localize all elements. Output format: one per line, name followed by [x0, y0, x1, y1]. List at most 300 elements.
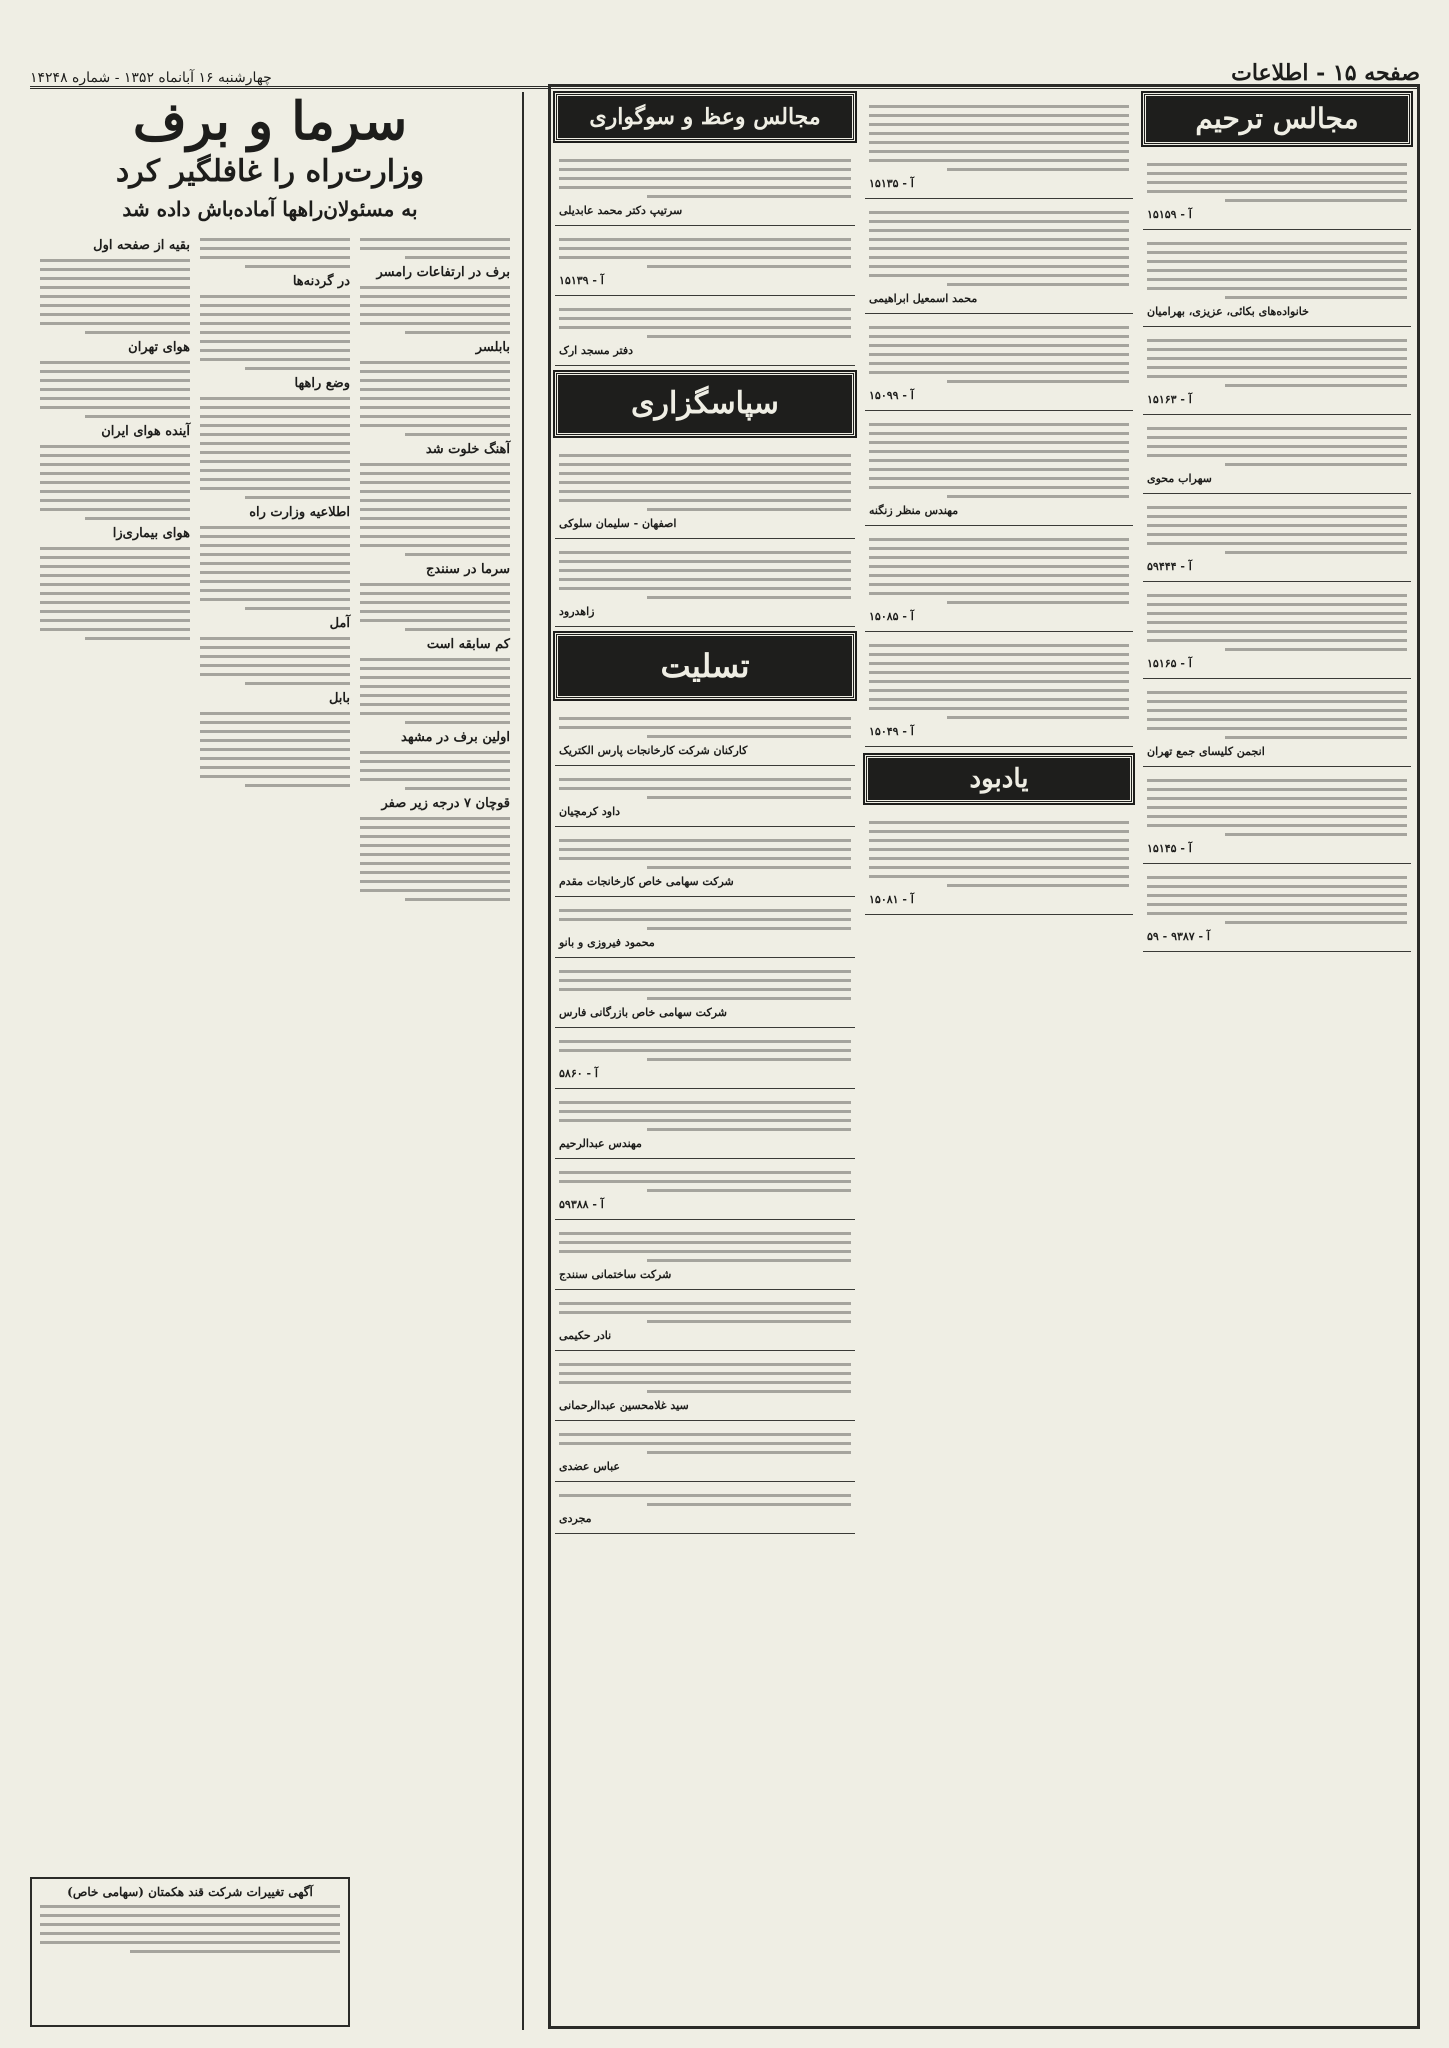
text-line: [869, 141, 1129, 144]
text-line: [200, 553, 350, 556]
notice-item: [1143, 230, 1411, 327]
text-line: [40, 388, 190, 391]
text-line: [360, 406, 510, 409]
notice-item: [1143, 864, 1411, 952]
text-line: [869, 238, 1129, 241]
notice-signature: محمد اسمعیل ابراهیمی: [869, 292, 978, 305]
text-line: [360, 667, 510, 670]
text-line: [869, 335, 1129, 338]
text-line: [40, 556, 190, 559]
text-line: [360, 304, 510, 307]
text-line: [360, 481, 510, 484]
text-line: [869, 132, 1129, 135]
banner-tarhim: مجالس ترحیم: [1143, 93, 1411, 145]
text-line: [1225, 551, 1407, 554]
text-line: [405, 331, 510, 334]
text-line: [200, 739, 350, 742]
text-line: [40, 472, 190, 475]
text-line: [1147, 269, 1407, 272]
text-line: [1147, 806, 1407, 809]
notice-signature: دفتر مسجد ارک: [559, 344, 633, 357]
text-line: [200, 238, 350, 241]
text-line: [360, 508, 510, 511]
text-line: [559, 168, 851, 171]
notice-item: [555, 1220, 855, 1290]
text-line: [245, 265, 350, 268]
notice-item: [865, 93, 1133, 199]
text-line: [40, 277, 190, 280]
text-line: [200, 247, 350, 250]
text-line: [40, 610, 190, 613]
text-line: [869, 432, 1129, 435]
text-line: [405, 898, 510, 901]
article-subtitle-2: به مسئولان‌راهها آماده‌باش داده شد: [122, 197, 418, 221]
text-line: [1147, 260, 1407, 263]
text-line: [360, 601, 510, 604]
notices-column-3: [555, 93, 855, 2020]
text-line: [360, 835, 510, 838]
text-line: [869, 698, 1129, 701]
text-line: [869, 326, 1129, 329]
text-line: [40, 259, 190, 262]
text-line: [869, 362, 1129, 365]
text-line: [200, 664, 350, 667]
notice-item: [555, 147, 855, 226]
notice-signature: آ - ۵۹۳۸۸: [559, 1198, 604, 1211]
text-line: [869, 423, 1129, 426]
notice-item: [865, 809, 1133, 915]
text-line: [360, 415, 510, 418]
text-line: [360, 880, 510, 883]
text-line: [130, 1950, 340, 1953]
text-line: [1147, 287, 1407, 290]
text-line: [360, 610, 510, 613]
text-line: [200, 304, 350, 307]
text-line: [360, 694, 510, 697]
text-line: [360, 712, 510, 715]
text-line: [869, 538, 1129, 541]
text-line: [200, 637, 350, 640]
text-line: [1147, 700, 1407, 703]
text-line: [647, 335, 851, 338]
text-line: [40, 406, 190, 409]
notice-signature: آ - ۱۵۱۳۵: [869, 177, 914, 190]
text-line: [869, 547, 1129, 550]
text-line: [1147, 894, 1407, 897]
text-line: [647, 508, 851, 511]
text-line: [559, 1049, 851, 1052]
text-line: [1147, 366, 1407, 369]
text-line: [559, 1381, 851, 1384]
text-line: [869, 211, 1129, 214]
text-line: [559, 578, 851, 581]
banner-vaz: مجالس وعظ و سوگواری: [555, 93, 855, 141]
text-line: [559, 1433, 851, 1436]
notice-signature: سید غلامحسین عبدالرحمانی: [559, 1399, 689, 1412]
text-line: [869, 644, 1129, 647]
text-line: [869, 875, 1129, 878]
text-line: [869, 707, 1129, 710]
text-line: [360, 658, 510, 661]
text-line: [869, 689, 1129, 692]
notice-signature: داود کرمچیان: [559, 805, 621, 818]
text-line: [360, 286, 510, 289]
article-column-3: [40, 232, 190, 646]
text-line: [559, 909, 851, 912]
text-line: [1147, 709, 1407, 712]
text-line: [200, 655, 350, 658]
text-line: [1147, 427, 1407, 430]
text-line: [200, 646, 350, 649]
text-line: [559, 472, 851, 475]
section-heading: آینده هوای ایران: [101, 424, 190, 439]
text-line: [40, 463, 190, 466]
text-line: [40, 304, 190, 307]
text-line: [200, 580, 350, 583]
text-line: [40, 313, 190, 316]
text-line: [647, 1058, 851, 1061]
text-line: [869, 159, 1129, 162]
text-line: [200, 766, 350, 769]
text-line: [40, 1932, 340, 1935]
notice-item: [555, 705, 855, 766]
text-line: [869, 821, 1129, 824]
text-line: [647, 866, 851, 869]
text-line: [1147, 515, 1407, 518]
section-heading: وضع راهها: [294, 376, 350, 391]
text-line: [559, 848, 851, 851]
text-line: [200, 712, 350, 715]
text-line: [200, 673, 350, 676]
text-line: [200, 358, 350, 361]
text-line: [1225, 384, 1407, 387]
text-line: [869, 477, 1129, 480]
text-line: [559, 726, 851, 729]
text-line: [1147, 912, 1407, 915]
notice-signature: شرکت ساختمانی سنندج: [559, 1268, 672, 1281]
text-line: [1147, 824, 1407, 827]
notice-item: [865, 314, 1133, 411]
text-line: [647, 1503, 851, 1506]
text-line: [647, 735, 851, 738]
text-line: [947, 601, 1129, 604]
section-heading: اولین برف در مشهد: [401, 730, 510, 745]
text-line: [559, 463, 851, 466]
text-line: [200, 478, 350, 481]
text-line: [1147, 375, 1407, 378]
text-line: [869, 274, 1129, 277]
text-line: [869, 441, 1129, 444]
section-heading: بابلسر: [475, 340, 510, 355]
text-line: [559, 1372, 851, 1375]
text-line: [1147, 436, 1407, 439]
text-line: [1147, 251, 1407, 254]
notice-item: [555, 1159, 855, 1220]
section-heading: بابل: [328, 691, 350, 706]
text-line: [40, 628, 190, 631]
text-line: [40, 547, 190, 550]
text-line: [869, 662, 1129, 665]
text-line: [559, 186, 851, 189]
column-divider: [522, 92, 524, 2030]
text-line: [869, 371, 1129, 374]
banner-tasliyat: تسلیت: [555, 633, 855, 699]
text-line: [360, 871, 510, 874]
notice-item: [1143, 415, 1411, 494]
banner-sepas: سپاسگزاری: [555, 372, 855, 436]
text-line: [947, 168, 1129, 171]
text-line: [360, 619, 510, 622]
text-line: [360, 826, 510, 829]
text-line: [1147, 445, 1407, 448]
notices-column-2: [865, 93, 1133, 2020]
text-line: [559, 1241, 851, 1244]
text-line: [559, 979, 851, 982]
text-line: [1147, 815, 1407, 818]
text-line: [869, 848, 1129, 851]
text-line: [200, 721, 350, 724]
text-line: [559, 490, 851, 493]
text-line: [360, 862, 510, 865]
notice-item: [1143, 494, 1411, 582]
text-line: [869, 247, 1129, 250]
text-line: [559, 481, 851, 484]
text-line: [559, 717, 851, 720]
text-line: [869, 574, 1129, 577]
text-line: [1147, 278, 1407, 281]
text-line: [1147, 630, 1407, 633]
text-line: [40, 445, 190, 448]
text-line: [1147, 612, 1407, 615]
text-line: [869, 220, 1129, 223]
text-line: [559, 560, 851, 563]
text-line: [559, 839, 851, 842]
text-line: [1147, 788, 1407, 791]
text-line: [647, 195, 851, 198]
notice-item: [555, 1351, 855, 1421]
banner-yadbood: یادبود: [865, 755, 1133, 803]
notice-item: [865, 199, 1133, 314]
text-line: [245, 607, 350, 610]
text-line: [947, 884, 1129, 887]
text-line: [1147, 542, 1407, 545]
notice-signature: کارکنان شرکت کارخانجات پارس الکتریک: [559, 744, 748, 757]
text-line: [559, 551, 851, 554]
notice-item: [555, 1290, 855, 1351]
notice-item: [555, 296, 855, 366]
text-line: [40, 601, 190, 604]
text-line: [559, 970, 851, 973]
text-line: [200, 424, 350, 427]
notice-item: [555, 827, 855, 897]
notice-item: [555, 1089, 855, 1159]
text-line: [1147, 639, 1407, 642]
text-line: [245, 682, 350, 685]
text-line: [360, 817, 510, 820]
notice-signature: سهراب محوی: [1147, 472, 1212, 485]
section-heading: هوای بیماری‌زا: [112, 526, 190, 541]
text-line: [1147, 454, 1407, 457]
text-line: [869, 486, 1129, 489]
text-line: [1147, 903, 1407, 906]
text-line: [947, 716, 1129, 719]
section-heading: بقیه از صفحه اول: [93, 238, 190, 253]
text-line: [200, 397, 350, 400]
text-line: [559, 317, 851, 320]
text-line: [559, 326, 851, 329]
notices-section: [548, 84, 1420, 2029]
text-line: [40, 490, 190, 493]
section-heading: اطلاعیه وزارت راه: [249, 505, 350, 520]
text-line: [1147, 242, 1407, 245]
text-line: [40, 583, 190, 586]
text-line: [559, 988, 851, 991]
text-line: [40, 619, 190, 622]
text-line: [405, 433, 510, 436]
text-line: [40, 286, 190, 289]
text-line: [1147, 603, 1407, 606]
text-line: [200, 433, 350, 436]
text-line: [360, 517, 510, 520]
text-line: [360, 247, 510, 250]
text-line: [1147, 779, 1407, 782]
text-line: [40, 361, 190, 364]
text-line: [1147, 524, 1407, 527]
notice-item: [555, 766, 855, 827]
text-line: [40, 454, 190, 457]
article-column-2: [200, 232, 350, 793]
notice-title: آگهی تغییرات شرکت قند هکمتان (سهامی خاص): [67, 1885, 313, 1899]
text-line: [40, 565, 190, 568]
notice-signature: مهندس عبدالرحیم: [559, 1137, 642, 1150]
text-line: [869, 256, 1129, 259]
text-line: [405, 787, 510, 790]
text-line: [1147, 718, 1407, 721]
article-column-1: [360, 232, 510, 907]
text-line: [1147, 797, 1407, 800]
text-line: [360, 685, 510, 688]
notice-signature: مهندس منظر زنگنه: [869, 504, 959, 517]
text-line: [559, 238, 851, 241]
text-line: [647, 927, 851, 930]
text-line: [40, 1905, 340, 1908]
text-line: [200, 775, 350, 778]
text-line: [360, 583, 510, 586]
text-line: [40, 268, 190, 271]
text-line: [869, 671, 1129, 674]
text-line: [200, 340, 350, 343]
text-line: [869, 468, 1129, 471]
text-line: [869, 265, 1129, 268]
text-line: [200, 598, 350, 601]
text-line: [360, 388, 510, 391]
text-line: [245, 496, 350, 499]
text-line: [559, 569, 851, 572]
text-line: [360, 889, 510, 892]
notice-item: [865, 526, 1133, 632]
text-line: [559, 778, 851, 781]
text-line: [559, 499, 851, 502]
text-line: [869, 866, 1129, 869]
notice-signature: آ - ۱۵۰۸۵: [869, 610, 914, 623]
notice-item: [555, 442, 855, 539]
text-line: [200, 460, 350, 463]
notice-item: [1143, 151, 1411, 230]
notice-signature: عباس عضدی: [559, 1460, 620, 1473]
section-heading: آهنگ خلوت شد: [425, 442, 510, 457]
text-line: [200, 748, 350, 751]
section-heading: برف در ارتفاعات رامسر: [376, 265, 510, 280]
section-heading: آمل: [329, 616, 350, 631]
notice-signature: آ - ۱۵۰۸۱: [869, 893, 914, 906]
text-line: [1147, 691, 1407, 694]
text-line: [1147, 348, 1407, 351]
article-subtitle: وزارت‌راه را غافلگیر کرد: [115, 154, 425, 189]
text-line: [360, 397, 510, 400]
notice-item: [555, 1421, 855, 1482]
text-line: [559, 159, 851, 162]
text-line: [1225, 736, 1407, 739]
text-line: [559, 1101, 851, 1104]
notice-signature: شرکت سهامی خاص کارخانجات مقدم: [559, 875, 734, 888]
text-line: [1225, 199, 1407, 202]
notice-item: [865, 632, 1133, 747]
text-line: [200, 322, 350, 325]
text-line: [1147, 172, 1407, 175]
issue-date: چهارشنبه ۱۶ آبانماه ۱۳۵۲ - شماره ۱۴۲۴۸: [30, 70, 272, 86]
text-line: [85, 517, 190, 520]
text-line: [360, 592, 510, 595]
text-line: [559, 787, 851, 790]
notice-signature: آ - ۵۸۶۰: [559, 1067, 598, 1080]
text-line: [869, 344, 1129, 347]
text-line: [1225, 921, 1407, 924]
text-line: [360, 778, 510, 781]
text-line: [85, 415, 190, 418]
company-notice: [30, 1877, 350, 2027]
notice-item: [555, 958, 855, 1028]
text-line: [647, 1451, 851, 1454]
text-line: [360, 472, 510, 475]
text-line: [200, 406, 350, 409]
text-line: [200, 526, 350, 529]
text-line: [85, 331, 190, 334]
text-line: [1147, 594, 1407, 597]
text-line: [40, 499, 190, 502]
text-line: [869, 830, 1129, 833]
text-line: [360, 424, 510, 427]
notice-item: [555, 539, 855, 627]
text-line: [869, 565, 1129, 568]
text-line: [200, 757, 350, 760]
text-line: [1147, 621, 1407, 624]
text-line: [869, 150, 1129, 153]
text-line: [947, 380, 1129, 383]
text-line: [360, 361, 510, 364]
text-line: [869, 229, 1129, 232]
text-line: [1225, 296, 1407, 299]
section-heading: در گردنه‌ها: [292, 274, 350, 289]
text-line: [360, 370, 510, 373]
text-line: [1147, 190, 1407, 193]
text-line: [559, 1232, 851, 1235]
text-line: [869, 114, 1129, 117]
notice-signature: آ - ۱۵۰۹۹: [869, 389, 914, 402]
text-line: [559, 177, 851, 180]
text-line: [869, 556, 1129, 559]
notice-signature: آ - ۱۵۱۳۹: [559, 274, 604, 287]
text-line: [1147, 163, 1407, 166]
